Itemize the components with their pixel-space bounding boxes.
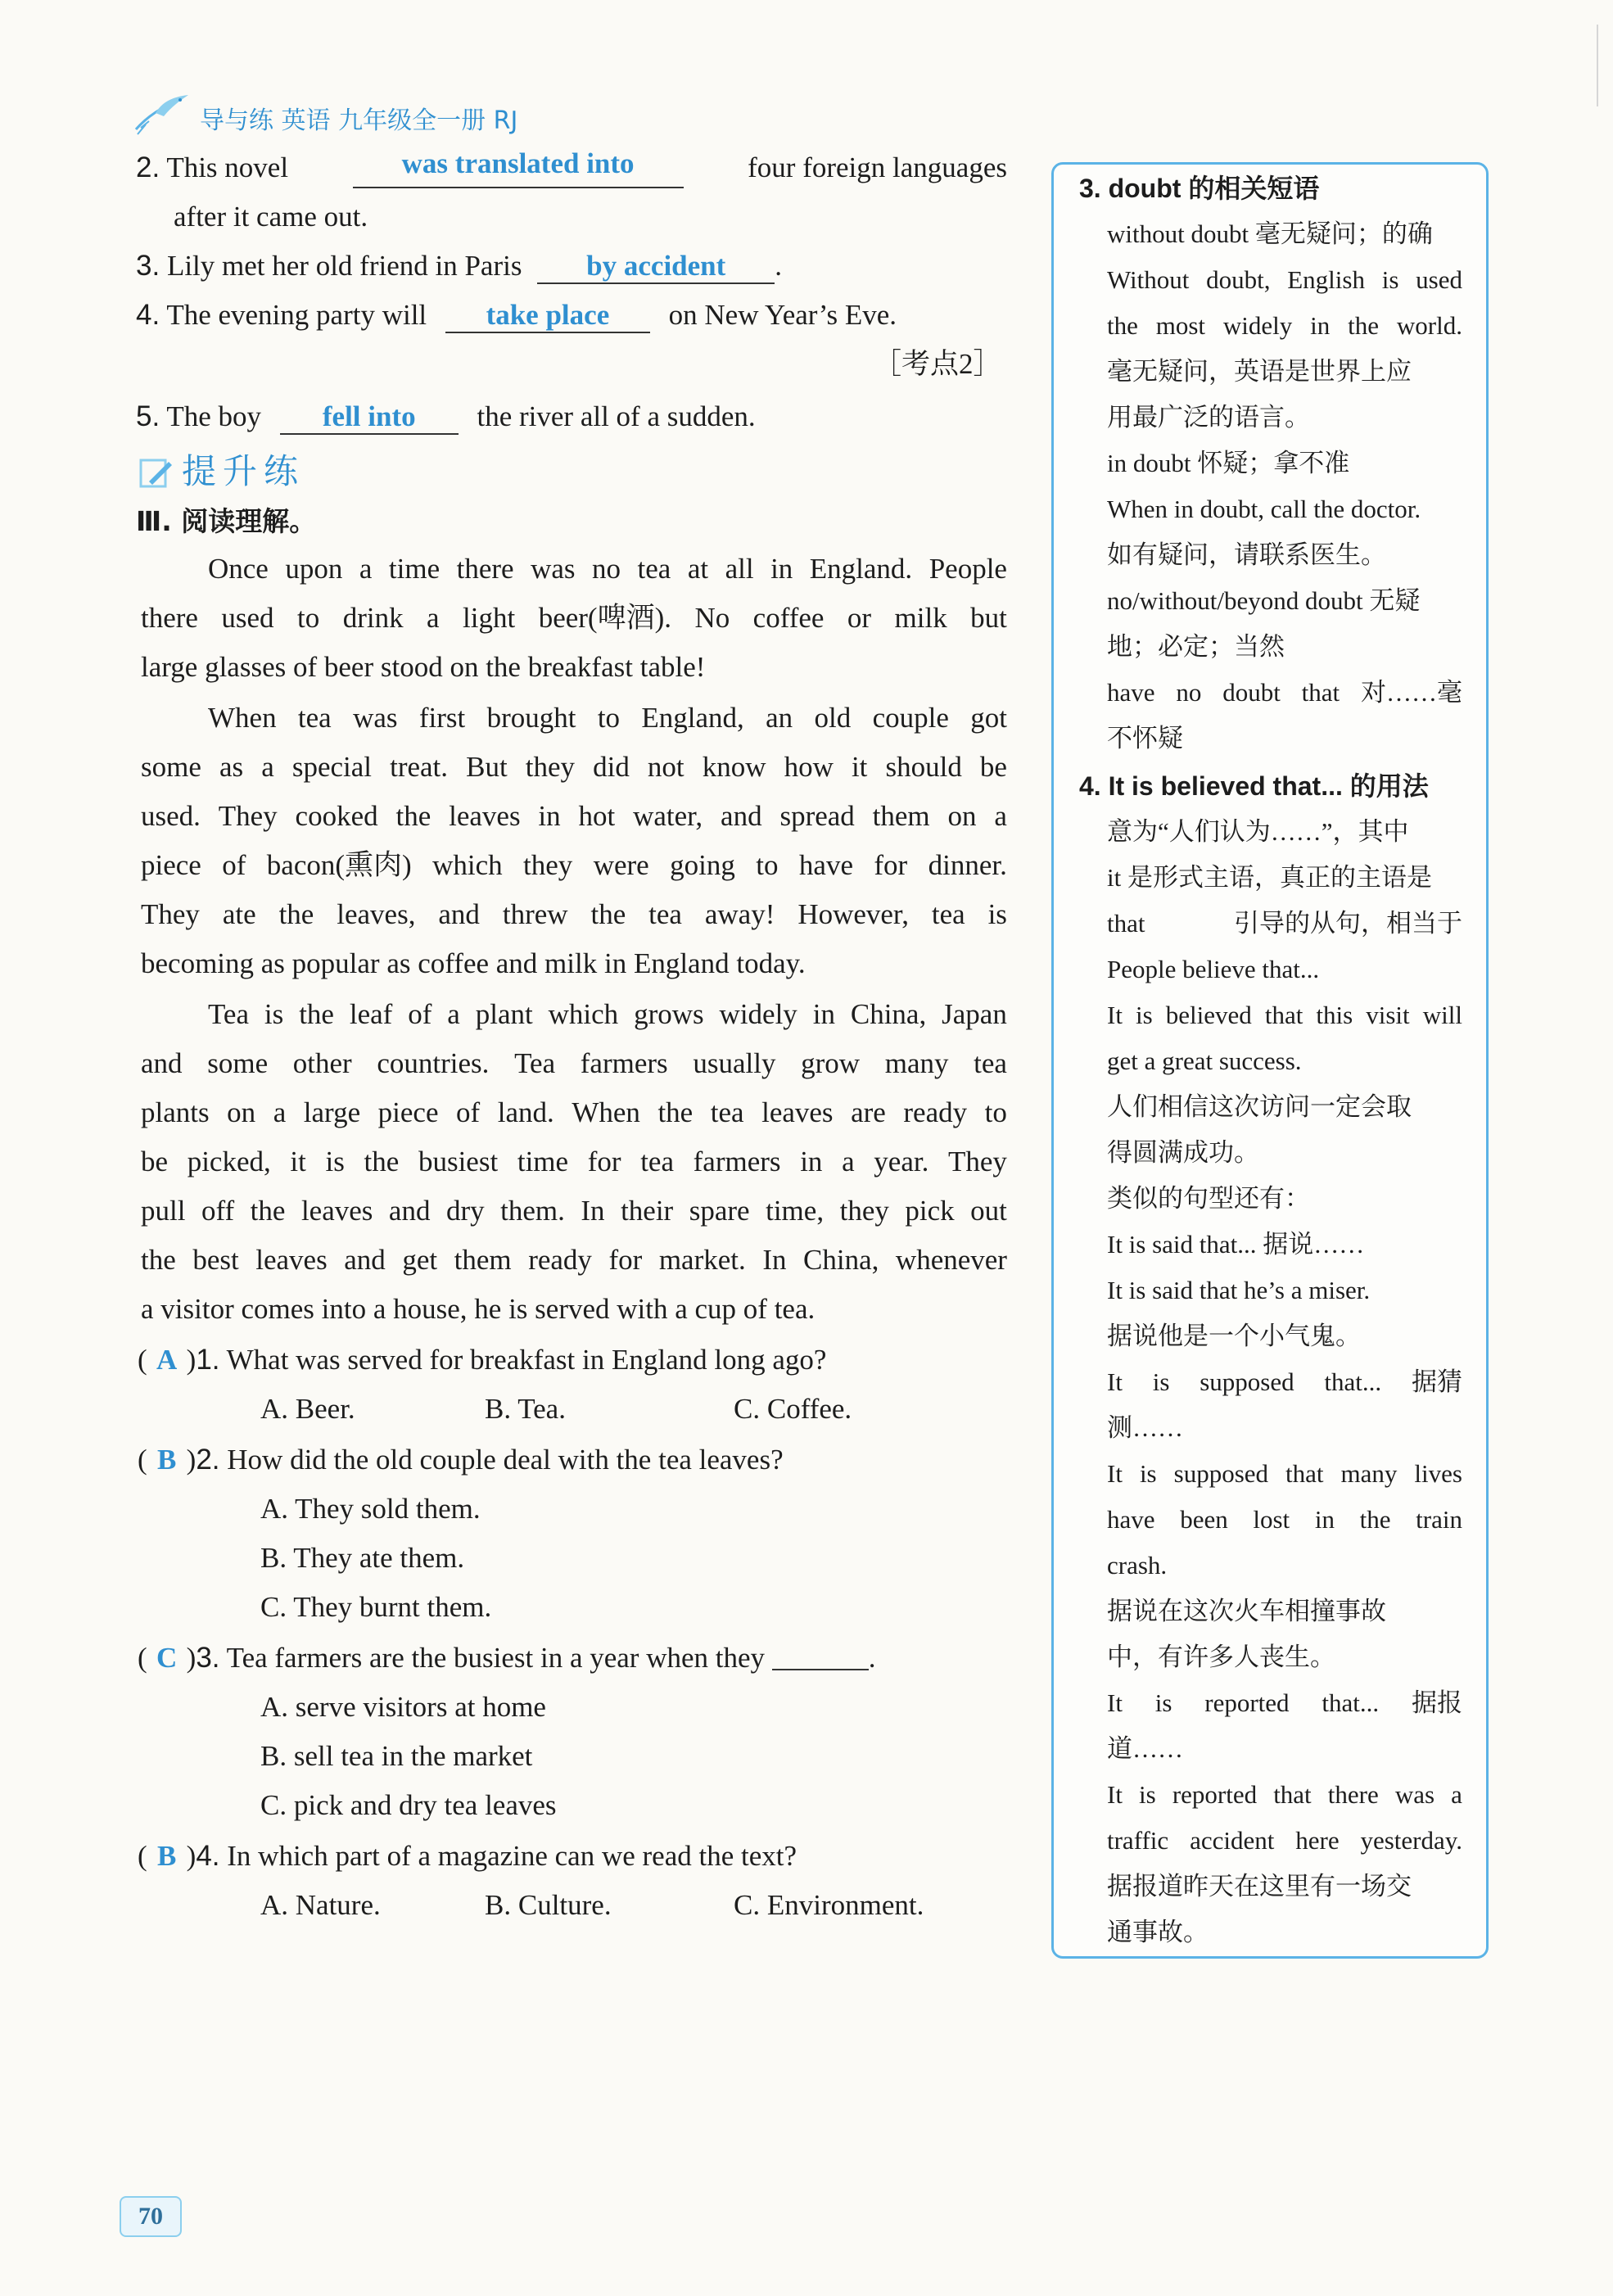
- passage-line: and some other countries. Tea farmers usually grow many tea: [141, 1047, 1007, 1079]
- note-line: traffic accident here yesterday.: [1107, 1826, 1462, 1855]
- passage-line: They ate the leaves, and threw the tea away! However, tea is: [141, 898, 1007, 930]
- item-number: 4.: [136, 299, 160, 331]
- note-line: People believe that...: [1107, 955, 1320, 983]
- passage-line: the best leaves and get them ready for market. In China, whenever: [141, 1244, 1007, 1276]
- option: C. Environment.: [734, 1889, 924, 1921]
- question-text: Tea farmers are the busiest in a year when they: [226, 1642, 766, 1674]
- note-heading: 4. It is believed that... 的用法: [1079, 771, 1429, 801]
- passage-line: used. They cooked the leaves in hot water, and spread them on a: [141, 800, 1007, 832]
- passage-line: plants on a large piece of land. When the tea leaves are ready to: [141, 1096, 1007, 1128]
- answer-mark: C: [156, 1642, 178, 1674]
- note-line: It is said that he’s a miser.: [1107, 1276, 1371, 1304]
- question-number: 2.: [196, 1444, 220, 1476]
- note-line: 得圆满成功。: [1107, 1138, 1259, 1167]
- option: C. Coffee.: [734, 1393, 852, 1425]
- section-subtitle: Ⅲ. 阅读理解。: [136, 505, 317, 537]
- answer-blank: by accident: [537, 250, 775, 284]
- note-line: 类似的句型还有：: [1107, 1184, 1310, 1213]
- note-line: It is said that... 据说……: [1107, 1230, 1365, 1259]
- option: B. They ate them.: [260, 1542, 465, 1574]
- note-line: it 是形式主语，真正的主语是: [1107, 863, 1432, 892]
- note-line: 测……: [1107, 1413, 1183, 1442]
- option: C. They burnt them.: [260, 1591, 492, 1623]
- header-title: 导与练 英语 九年级全一册 RJ: [200, 106, 518, 135]
- note-line: have been lost in the train: [1107, 1505, 1462, 1534]
- note-line: 毫无疑问，英语是世界上应: [1107, 357, 1412, 386]
- item-text: Lily met her old friend in Paris: [166, 250, 522, 282]
- item-text: the river all of a sudden.: [477, 400, 756, 432]
- note-line: 意为“人们认为……”，其中: [1107, 817, 1409, 846]
- question-text: What was served for breakfast in England long ago?: [226, 1344, 827, 1376]
- option: A. Beer.: [260, 1393, 355, 1425]
- item-number: 3.: [136, 250, 160, 282]
- section-title: 提升练: [182, 451, 305, 491]
- note-line: 人们相信这次访问一定会取: [1107, 1092, 1412, 1121]
- passage-line: becoming as popular as coffee and milk in England today.: [141, 947, 806, 979]
- passage-line: large glasses of beer stood on the breakfast table!: [141, 651, 706, 683]
- note-line: It is reported that... 据报: [1107, 1688, 1462, 1717]
- question-number: 1.: [196, 1344, 220, 1376]
- answer-blank: fell into: [280, 400, 459, 435]
- item-text: four foreign languages: [748, 151, 1007, 183]
- pencil-icon: [138, 455, 174, 491]
- option: A. Nature.: [260, 1889, 381, 1921]
- note-line: 如有疑问，请联系医生。: [1107, 540, 1386, 569]
- bird-logo-icon: [131, 92, 193, 138]
- note-line: Without doubt, English is used: [1107, 265, 1462, 294]
- note-line: It is reported that there was a: [1107, 1780, 1462, 1809]
- passage-line: piece of bacon(熏肉) which they were going to have for dinner.: [141, 849, 1007, 881]
- question-number: 3.: [196, 1642, 220, 1674]
- item-number: 5.: [136, 400, 160, 432]
- option: B. sell tea in the market: [260, 1740, 533, 1772]
- note-line: crash.: [1107, 1551, 1168, 1580]
- note-line: When in doubt, call the doctor.: [1107, 495, 1421, 523]
- page-number: 70: [120, 2196, 182, 2237]
- note-line: that 引导的从句，相当于: [1107, 909, 1462, 938]
- note-line: 地；必定；当然: [1107, 632, 1285, 661]
- answer-mark: A: [156, 1344, 178, 1376]
- answer-blank: take place: [445, 299, 650, 333]
- passage-line: pull off the leaves and dry them. In their spare time, they pick out: [141, 1195, 1007, 1227]
- answer-blank: was translated into: [353, 147, 684, 188]
- passage-line: a visitor comes into a house, he is served with a cup of tea.: [141, 1293, 816, 1325]
- fill-blank-5: [136, 396, 756, 437]
- note-line: 用最广泛的语言。: [1107, 403, 1310, 432]
- item-text: The boy: [166, 400, 261, 432]
- option: B. Tea.: [485, 1393, 566, 1425]
- note-line: 据报道昨天在这里有一场交: [1107, 1872, 1412, 1901]
- question-number: 4.: [196, 1840, 220, 1872]
- question-text: How did the old couple deal with the tea leaves?: [227, 1444, 784, 1476]
- note-line: 道……: [1107, 1734, 1183, 1763]
- answer-mark: B: [156, 1444, 177, 1476]
- note-line: get a great success.: [1107, 1046, 1302, 1075]
- note-line: 中，有许多人丧生。: [1107, 1643, 1335, 1671]
- item-continuation: after it came out.: [174, 201, 368, 233]
- passage-line: there used to drink a light beer(啤酒). No coffee or milk but: [141, 602, 1007, 634]
- passage-line: Tea is the leaf of a plant which grows widely in China, Japan: [208, 998, 1007, 1030]
- question-text: In which part of a magazine can we read the text?: [227, 1840, 797, 1872]
- option: B. Culture.: [485, 1889, 612, 1921]
- note-line: the most widely in the world.: [1107, 311, 1462, 340]
- item-text: .: [775, 250, 782, 282]
- note-line: 据说他是一个小气鬼。: [1107, 1322, 1361, 1350]
- note-line: in doubt 怀疑；拿不准: [1107, 449, 1350, 477]
- note-line: It is supposed that... 据猜: [1107, 1367, 1462, 1396]
- exam-point-tag: ［考点2］: [873, 348, 1002, 380]
- option: A. They sold them.: [260, 1493, 481, 1525]
- passage-line: When tea was first brought to England, an old couple got: [208, 702, 1007, 734]
- answer-mark: B: [156, 1840, 177, 1872]
- item-number: 2.: [136, 151, 160, 183]
- fill-blank-3: [136, 246, 782, 287]
- passage-line: some as a special treat. But they did not know how it should be: [141, 751, 1007, 783]
- option: A. serve visitors at home: [260, 1691, 546, 1723]
- note-line: without doubt 毫无疑问；的确: [1107, 219, 1433, 248]
- note-line: have no doubt that 对……毫: [1107, 678, 1462, 707]
- note-line: 不怀疑: [1107, 724, 1183, 753]
- passage-line: Once upon a time there was no tea at all in England. People: [208, 553, 1007, 585]
- option: C. pick and dry tea leaves: [260, 1789, 557, 1821]
- page-edge-divider: [1597, 25, 1598, 106]
- note-line: 据说在这次火车相撞事故: [1107, 1597, 1386, 1625]
- note-line: no/without/beyond doubt 无疑: [1107, 586, 1421, 615]
- note-heading: 3. doubt 的相关短语: [1079, 174, 1320, 203]
- note-line: 通事故。: [1107, 1918, 1209, 1946]
- item-text: on New Year’s Eve.: [668, 299, 897, 331]
- question-blank: [772, 1639, 869, 1670]
- item-text: The evening party will: [166, 299, 427, 331]
- note-line: It is believed that this visit will: [1107, 1001, 1462, 1029]
- passage-line: be picked, it is the busiest time for tea farmers in a year. They: [141, 1146, 1007, 1177]
- fill-blank-4: [136, 295, 897, 336]
- item-text: This novel: [166, 151, 289, 183]
- note-line: It is supposed that many lives: [1107, 1459, 1462, 1488]
